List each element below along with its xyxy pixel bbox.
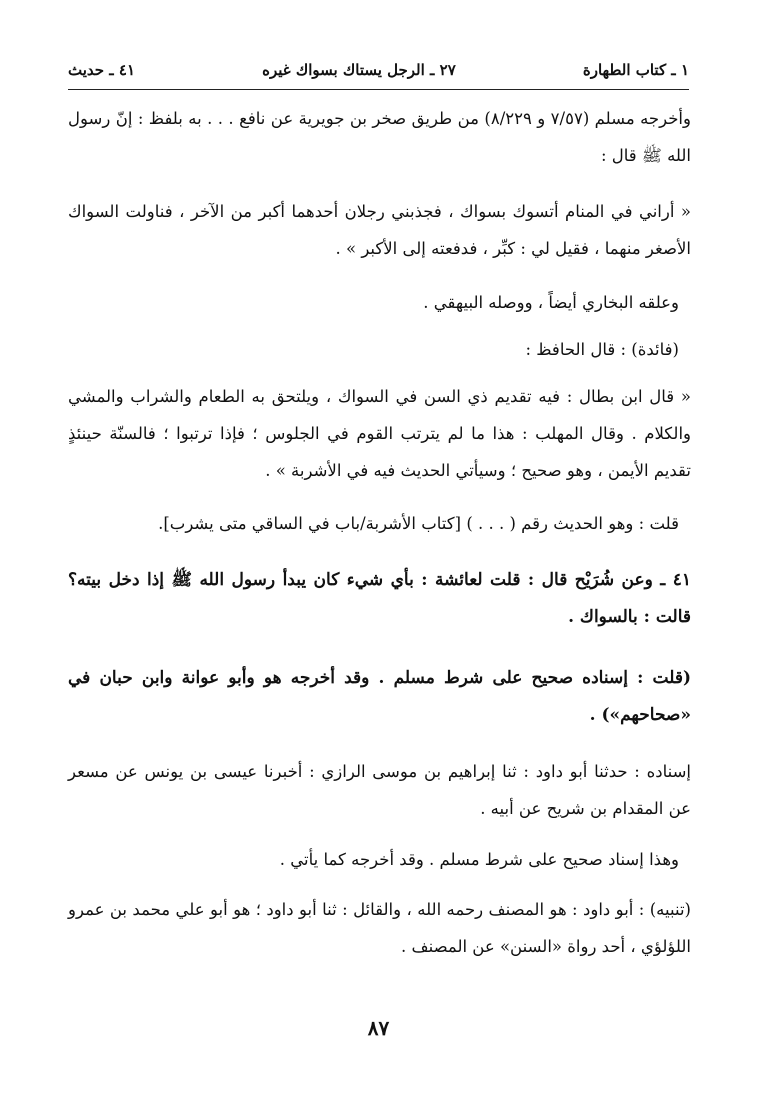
paragraph-hadith-quote: « أراني في المنام أتسوك بسواك ، فجذبني رجلان أحدهما أكبر من الآخر ، فناولت السواك الأصغر منهما ، فقيل لي : كبِّر ، فدفعته إلى الأكبر » . — [68, 202, 691, 258]
paragraph-isnad: إسناده : حدثنا أبو داود : ثنا إبراهيم بن موسى الرازي : أخبرنا عيسى بن يونس عن مسعر عن المقدام بن شريح عن أبيه . — [68, 762, 691, 818]
header-book-title: ١ ـ كتاب الطهارة — [582, 61, 689, 79]
paragraph-isnad-grade: وهذا إسناد صحيح على شرط مسلم . وقد أخرجه كما يأتي . — [279, 850, 679, 869]
paragraph-ibn-battal-quote: « قال ابن بطال : فيه تقديم ذي السن في السواك ، ويلتحق به الطعام والشراب والمشي والكلام . وقال المهلب : هذا ما لم يترتب القوم في الجلوس ؛ فإذا ترتبوا ؛ فالسنّة حينئذٍ تقديم الأيمن ، وهو صحيح ؛ وسيأتي الحديث فيه في الأشربة » . — [68, 387, 691, 480]
page-body — [68, 0, 691, 1098]
paragraph-muslim-reference: وأخرجه مسلم (٧/٥٧ و ٨/٢٢٩) من طريق صخر بن جويرية عن نافع . . . به بلفظ : إنّ رسول الله ﷺ قال : — [68, 109, 691, 165]
header-hadith-number: ٤١ ـ حديث — [68, 61, 136, 79]
paragraph-cross-reference: قلت : وهو الحديث رقم ( . . . ) [كتاب الأشربة/باب في الساقي متى يشرب]. — [158, 514, 679, 533]
paragraph-authentication: (قلت : إسناده صحيح على شرط مسلم . وقد أخرجه هو وأبو عوانة وابن حبان في «صحاحهم») . — [68, 668, 691, 725]
header-chapter-title: ٢٧ ـ الرجل يستاك بسواك غيره — [262, 61, 456, 79]
paragraph-benefit-heading: (فائدة) : قال الحافظ : — [525, 340, 679, 359]
hadith-41-text: ٤١ ـ وعن شُرَيْح قال : قلت لعائشة : بأي شيء كان يبدأ رسول الله ﷺ إذا دخل بيته؟ قالت : بالسواك . — [68, 570, 691, 627]
page-number: ٨٧ — [367, 1016, 390, 1040]
paragraph-bukhari-note: وعلقه البخاري أيضاً ، ووصله البيهقي . — [423, 293, 679, 312]
paragraph-note: (تنبيه) : أبو داود : هو المصنف رحمه الله ، والقائل : ثنا أبو داود ؛ هو أبو علي محمد بن عمرو اللؤلؤي ، أحد رواة «السنن» عن المصنف . — [68, 900, 691, 956]
